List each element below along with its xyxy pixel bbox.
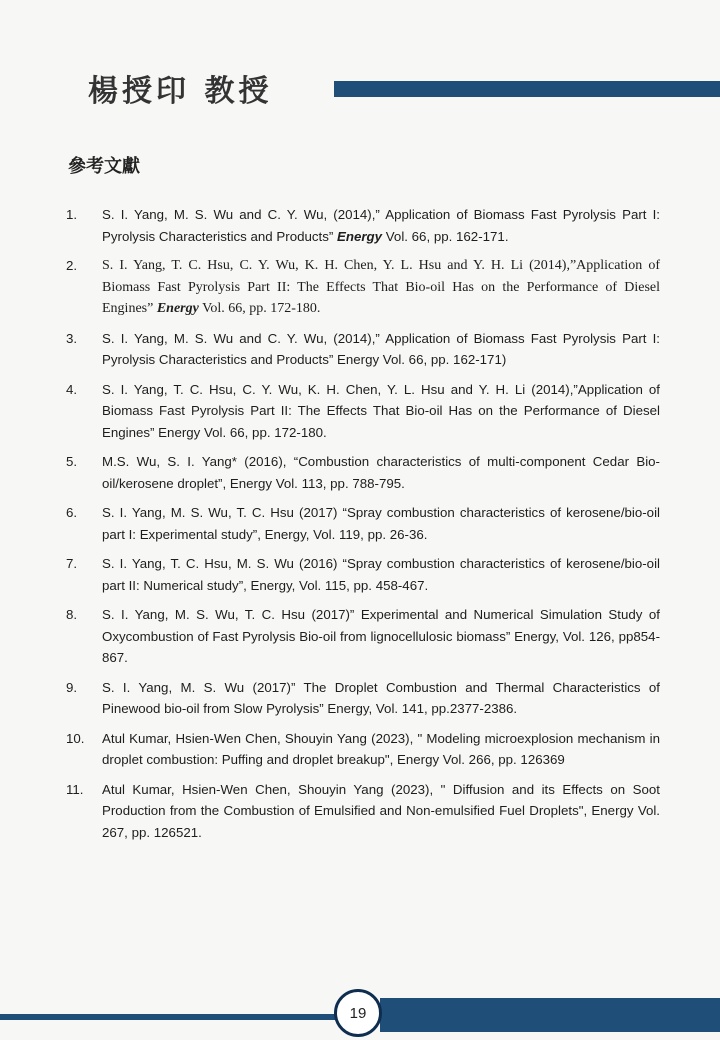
journal-name: Energy [156, 301, 199, 316]
reference-text: S. I. Yang, M. S. Wu (2017)” The Droplet Combustion and Thermal Characteristics of Pinewood bio-oil from Slow Pyrolysis” Energy, Vol. 141, pp.2377-2386. [102, 679, 660, 716]
reference-item [66, 502, 660, 545]
journal-name: Energy [337, 228, 383, 244]
reference-item [66, 451, 660, 494]
reference-text: Atul Kumar, Hsien-Wen Chen, Shouyin Yang (2023), " Diffusion and its Effects on Soot Production from the Combustion of Emulsified and Non-emulsified Fuel Droplets", Energy Vol. 267, pp. 126521. [102, 781, 660, 840]
reference-item [66, 553, 660, 596]
reference-number: 4. [66, 381, 78, 397]
reference-text: S. I. Yang, M. S. Wu and C. Y. Wu, (2014),” Application of Biomass Fast Pyrolysis Part I: Pyrolysis Characteristics and Products” Energy Vol. 66, pp. 162-171. [102, 207, 660, 244]
reference-number: 9. [66, 679, 78, 695]
reference-item [66, 204, 660, 247]
reference-number: 1. [66, 207, 78, 222]
reference-text: S. I. Yang, M. S. Wu, T. C. Hsu (2017)” Experimental and Numerical Simulation Study of Oxycombustion of Fast Pyrolysis Bio-oil from lignocellulosic biomass” Energy, Vol. 126, pp854-867. [102, 607, 660, 665]
reference-number: 7. [66, 556, 78, 571]
reference-text: S. I. Yang, T. C. Hsu, M. S. Wu (2016) “Spray combustion characteristics of kerosene/bio-oil part II: Numerical study”, Energy, Vol. 115, pp. 458-467. [102, 556, 660, 593]
reference-item [66, 255, 660, 320]
header-accent-bar [334, 81, 720, 97]
page-title: 楊授印 教授 [88, 74, 273, 109]
reference-item [66, 779, 660, 844]
reference-number: 3. [66, 330, 78, 346]
reference-number: 5. [66, 454, 78, 469]
reference-item [66, 604, 660, 669]
reference-number: 2. [66, 258, 78, 273]
reference-text: S. I. Yang, T. C. Hsu, C. Y. Wu, K. H. Chen, Y. L. Hsu and Y. H. Li (2014),”Application of Biomass Fast Pyrolysis Part II: The Effects That Bio-oil Has on the Performance of Diesel Engines” Energy Vol. 66, pp. 172-180. [102, 381, 660, 440]
reference-item [66, 728, 660, 771]
reference-text: Atul Kumar, Hsien-Wen Chen, Shouyin Yang (2023), " Modeling microexplosion mechanism in droplet combustion: Puffing and droplet breakup", Energy Vol. 266, pp. 126369 [102, 730, 660, 767]
reference-number: 11. [66, 781, 84, 797]
reference-text: M.S. Wu, S. I. Yang* (2016), “Combustion characteristics of multi-component Cedar Bio-oil/kerosene droplet”, Energy Vol. 113, pp. 788-795. [102, 454, 660, 491]
reference-text: S. I. Yang, T. C. Hsu, C. Y. Wu, K. H. Chen, Y. L. Hsu and Y. H. Li (2014),”Application of Biomass Fast Pyrolysis Part II: The Effects That Bio-oil Has on the Performance of Diesel Engines” Energy Vol. 66, pp. 172-180. [102, 258, 660, 316]
reference-list [66, 204, 660, 851]
page-number-badge: 19 [334, 989, 382, 1037]
reference-text: S. I. Yang, M. S. Wu, T. C. Hsu (2017) “Spray combustion characteristics of kerosene/bio-oil part I: Experimental study”, Energy, Vol. 119, pp. 26-36. [102, 505, 660, 542]
reference-item [66, 677, 660, 720]
reference-number: 10. [66, 730, 85, 746]
reference-number: 8. [66, 607, 78, 622]
section-title: 參考文獻 [68, 156, 140, 177]
reference-number: 6. [66, 505, 78, 520]
reference-item [66, 379, 660, 444]
reference-item [66, 328, 660, 371]
reference-text: S. I. Yang, M. S. Wu and C. Y. Wu, (2014),” Application of Biomass Fast Pyrolysis Part I: Pyrolysis Characteristics and Products” Energy Vol. 66, pp. 162-171) [102, 330, 660, 367]
footer-accent-line [0, 1014, 340, 1020]
footer-accent-bar [380, 998, 720, 1032]
